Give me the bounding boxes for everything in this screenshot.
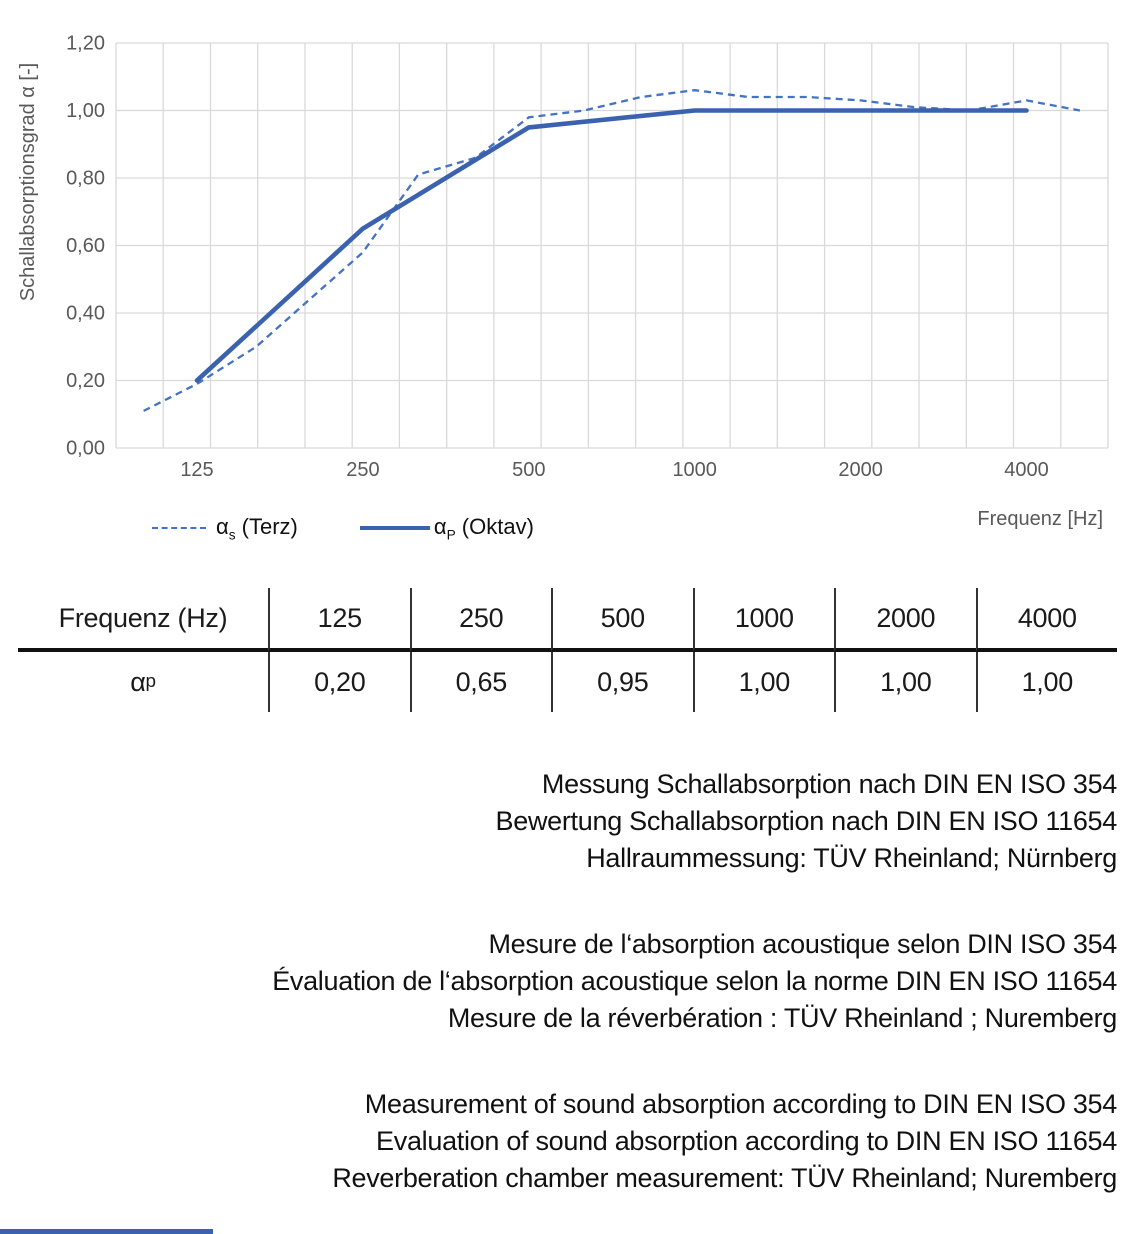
- x-tick-label: 2000: [838, 459, 883, 480]
- table-header-frequenz: Frequenz (Hz): [18, 588, 268, 652]
- y-tick-label: 1,00: [66, 100, 105, 122]
- note-german: [18, 766, 1117, 877]
- dashed-line-sample-icon: [152, 527, 206, 529]
- table-cell: 0,95: [551, 652, 693, 712]
- x-tick-label: 4000: [1004, 459, 1049, 480]
- alpha-s-series-line: [144, 90, 1080, 411]
- table-header-cell: 4000: [976, 588, 1118, 652]
- y-tick-label: 1,20: [66, 32, 105, 55]
- note-line: Reverberation chamber measurement: TÜV Rheinland; Nuremberg: [332, 1163, 1117, 1193]
- table-header-cell: 500: [551, 588, 693, 652]
- legend-label-alpha-s: $\alpha_s$ (Terz): [216, 514, 298, 543]
- table-row-label-alpha-p: α p: [130, 666, 156, 697]
- table-header-cell: 125: [268, 588, 410, 652]
- y-tick-label: 0,60: [66, 235, 105, 257]
- solid-line-sample-icon: [360, 526, 430, 531]
- y-axis-title: Schallabsorptionsgrad α [-]: [17, 62, 39, 302]
- footer-accent-bar: [0, 1229, 213, 1234]
- note-line: Evaluation of sound absorption according to DIN EN ISO 11654: [376, 1126, 1117, 1156]
- x-axis-title: Frequenz [Hz]: [977, 508, 1103, 530]
- note-line: Bewertung Schallabsorption nach DIN EN ISO 11654: [495, 806, 1117, 836]
- table-header-cell: 250: [410, 588, 552, 652]
- table-cell: 0,20: [268, 652, 410, 712]
- absorption-table: [18, 588, 1117, 712]
- table-cell: 1,00: [834, 652, 976, 712]
- note-line: Évaluation de l‘absorption acoustique selon la norme DIN EN ISO 11654: [272, 966, 1117, 996]
- x-tick-label: 250: [346, 459, 380, 480]
- note-english: [18, 1086, 1117, 1197]
- y-tick-label: 0,40: [66, 302, 105, 325]
- note-french: [18, 926, 1117, 1037]
- y-tick-label: 0,20: [66, 370, 105, 392]
- y-tick-label: 0,80: [66, 167, 105, 190]
- table-cell: 1,00: [693, 652, 835, 712]
- x-tick-label: 1000: [672, 459, 717, 480]
- note-line: Measurement of sound absorption according to DIN EN ISO 354: [364, 1089, 1117, 1119]
- x-tick-label: 125: [180, 459, 214, 480]
- table-header-cell: 1000: [693, 588, 835, 652]
- x-tick-label: 500: [512, 459, 546, 480]
- table-header-cell: 2000: [834, 588, 976, 652]
- note-line: Mesure de la réverbération : TÜV Rheinland ; Nuremberg: [447, 1003, 1117, 1033]
- absorption-chart-svg: [0, 0, 1135, 480]
- note-line: Mesure de l‘absorption acoustique selon DIN ISO 354: [488, 929, 1117, 959]
- table-cell: 1,00: [976, 652, 1118, 712]
- absorption-chart: [0, 0, 1135, 480]
- note-line: Hallraummessung: TÜV Rheinland; Nürnberg: [586, 843, 1117, 873]
- legend-label-alpha-p: $\alpha_P$ (Oktav): [433, 514, 534, 543]
- legend-item-alpha-p: [360, 514, 534, 542]
- table-cell: 0,65: [410, 652, 552, 712]
- chart-legend: [152, 514, 534, 542]
- legend-item-alpha-s: [152, 514, 298, 542]
- y-tick-label: 0,00: [66, 437, 105, 460]
- note-line: Messung Schallabsorption nach DIN EN ISO 354: [541, 769, 1117, 799]
